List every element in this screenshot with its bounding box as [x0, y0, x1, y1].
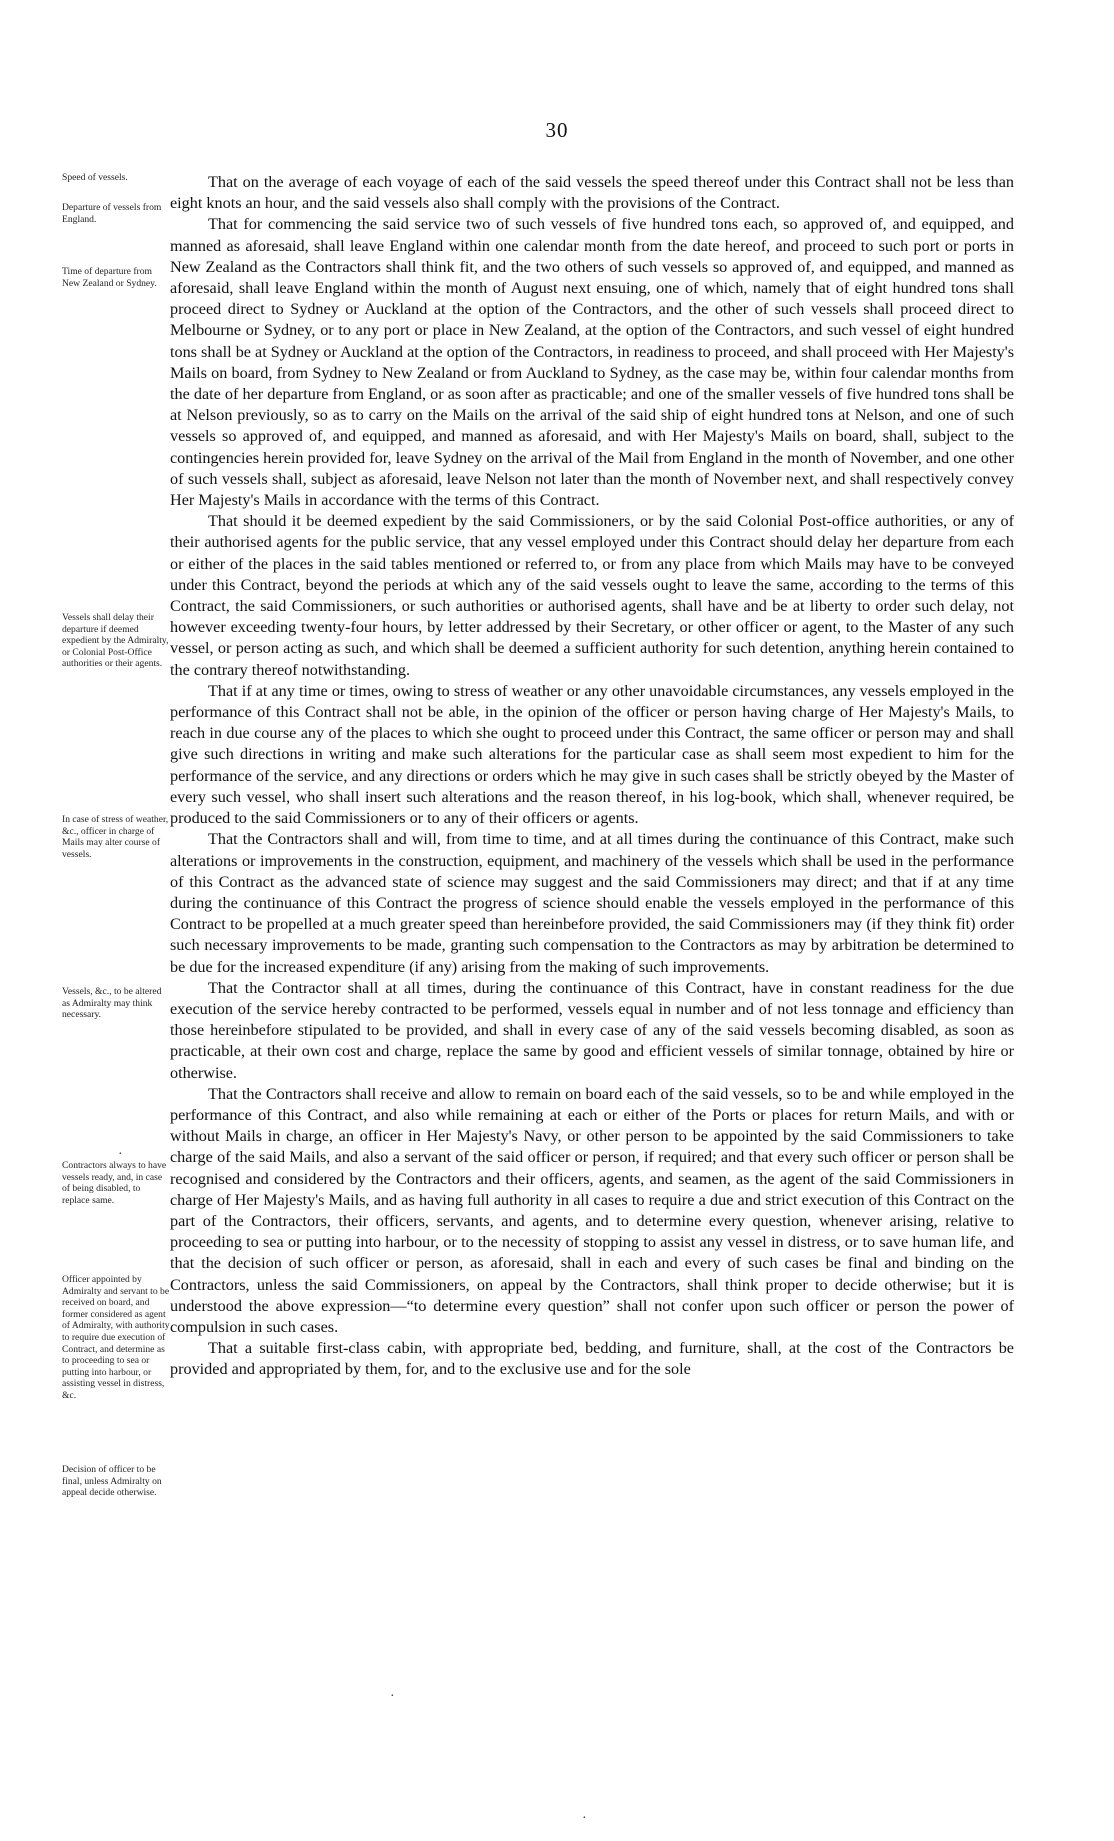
paragraph-speed: That on the average of each voyage of each of the said vessels the speed thereof under this Contract shall not be less than eight knots an hour, and the said vessels also shall comply with the provisions of the Contract. — [170, 173, 1014, 213]
marginal-note-decision-final: Decision of officer to be final, unless Admiralty on appeal decide otherwise. — [62, 1464, 162, 1499]
marginal-note-departure-nz-sydney: Time of departure from New Zealand or Sydney. — [62, 266, 157, 289]
paragraph-stress-weather: That if at any time or times, owing to stress of weather or any other unavoidable circumstances, any vessels employed in the performance of this Contract shall not be able, in the opinion of the officer or person having charge of Her Majesty's Mails, to reach in due course any of the places to which she ought to proceed under this Contract, the same officer or person may and shall give such directions in writing and make such alterations for the particular case as shall seem most expedient to him for the performance of the service, and any directions or orders which he may give in such cases shall be strictly obeyed by the Master of every such vessel, who shall insert such alterations and the reason thereof, in his log-book, which shall, whenever required, be produced to the said Commissioners or to any of their officers or agents. — [170, 681, 1014, 828]
paragraph-cabin: That a suitable first-class cabin, with appropriate bed, bedding, and furniture, shall, at the cost of the Contractors be provided and appropriated by them, for, and to the exclusive use and for the sole — [170, 1339, 1014, 1379]
marginal-note-stress-weather: In case of stress of weather, &c., officer in charge of Mails may alter course of vessels. — [62, 814, 169, 860]
paragraph-delay: That should it be deemed expedient by the said Commissioners, or by the said Colonial Post-office authorities, or any of their authorised agents for the public service, that any vessel employed under this Contract should delay her departure from each or either of the places in the said tables mentioned or referred to, or from any place from which Mails may have to be conveyed under this Contract, beyond the periods at which any of the said vessels ought to leave the same, according to the terms of this Contract, the said Commissioners, or such authorities or authorised agents, shall have and be at liberty to order such delay, not however exceeding twenty-four hours, by letter addressed by their Secretary, or other officer or agent, to the Master of any such vessel, or person acting as such, and which shall be deemed a sufficient authority for such detention, anything herein contained to the contrary thereof notwithstanding. — [170, 512, 1014, 679]
marginal-note-delay-departure: Vessels shall delay their departure if deemed expedient by the Admiralty, or Colonial Post-Office authorities or their agents. — [62, 612, 169, 670]
paragraph-alterations: That the Contractors shall and will, from time to time, and at all times during the continuance of this Contract, make such alterations or improvements in the construction, equipment, and machinery of the vessels which shall be used in the performance of this Contract as the advanced state of science may suggest and the said Commissioners may direct; and that if at any time during the continuance of this Contract the progress of science should enable the vessels employed in the performance of this Contract to be propelled at a much greater speed than hereinbefore provided, the said Commissioners may (if they think fit) order such necessary improvements to be made, granting such compensation to the Contractors as may by arbitration be determined to be due for the increased expenditure (if any) arising from the making of such improvements. — [170, 830, 1014, 976]
stray-mark: · — [582, 1811, 587, 1826]
stray-mark: · — [390, 1689, 395, 1704]
marginal-note-officer-appointed: Officer appointed by Admiralty and servant to be received on board, and former considered as agent of Admiralty, with authority to require due execution of Contract, and determine as to proceeding to sea or putting into harbour, or assisting vessel in distress, &c. — [62, 1274, 170, 1401]
marginal-note-vessels-altered: Vessels, &c., to be altered as Admiralty may think necessary. — [62, 986, 162, 1021]
page-number: 30 — [545, 118, 569, 142]
paragraph-readiness: That the Contractor shall at all times, during the continuance of this Contract, have in constant readiness for the due execution of the service hereby contracted to be performed, vessels equal in number and of not less tonnage and efficiency than those hereinbefore stipulated to be provided, and shall in every case of any of the said vessels becoming disabled, as soon as practicable, at their own cost and charge, replace the same by good and efficient vessels of similar tonnage, obtained by hire or otherwise. — [170, 978, 1014, 1082]
paragraph-officer-on-board: That the Contractors shall receive and allow to remain on board each of the said vessels, so to be and while employed in the performance of this Contract, and also while remaining at each or either of the Ports or places for return Mails, and with or without Mails in charge, an officer in Her Majesty's Navy, or other person to be appointed by the said Commissioners to take charge of the said Mails, and also a servant of the said officer or person, if required; and that every such officer or person shall be recognised and considered by the Contractors and their officers, agents, and seamen, as the agent of the said Commissioners in charge of Her Majesty's Mails, and as having full authority in all cases to require a due and strict execution of this Contract on the part of the Contractors, their officers, servants, and agents, and to determine every question, whenever arising, relative to proceeding to sea or putting into harbour, or to the necessity of stopping to assist any vessel in distress, or to save human life, and that the decision of such officer or person, as aforesaid, shall in each and every of such cases be final and binding on the Contractors, unless the said Commissioners, on appeal by the Contractors, shall think proper to decide otherwise; but it is understood the above expression—“to determine every question” shall not confer upon such officer or person the power of compulsion in such cases. — [170, 1084, 1014, 1336]
marginal-note-departure-england: Departure of vessels from England. — [62, 202, 162, 225]
marginal-note-contractors-ready: Contractors always to have vessels ready, and, in case of being disabled, to replace same. — [62, 1160, 167, 1206]
body-text — [170, 172, 1014, 1381]
marginal-note-speed: Speed of vessels. — [62, 172, 128, 183]
paragraph-commencing-service: That for commencing the said service two of such vessels of five hundred tons each, so approved of, and equipped, and manned as aforesaid, shall leave England within one calendar month from the date hereof, and proceed to such port or ports in New Zealand as the Contractors shall think fit, and the two others of such vessels so approved of, and equipped, and manned as aforesaid, shall leave England within the month of August next ensuing, one of which, namely that of eight hundred tons shall proceed direct to Sydney or Auckland at the option of the Contractors, and the other of such vessels shall proceed direct to Melbourne or Sydney, or to any port or place in New Zealand, at the option of the Contractors, and such vessel of eight hundred tons shall be at Sydney or Auckland at the option of the Contractors, in readiness to proceed, and shall proceed with Her Majesty's Mails on board, from Sydney to New Zealand or from Auckland to Sydney, as the case may be, within four calendar months from the date of her departure from England, or as soon after as practicable; and one of the smaller vessels of five hundred tons shall be at Nelson previously, so as to carry on the Mails on the arrival of the said ship of eight hundred tons at Nelson, and one of such vessels so approved of, and equipped, and manned as aforesaid, and with Her Majesty's Mails on board, shall, subject to the contingencies herein provided for, leave Sydney on the arrival of the Mail from England in the month of November, and one other of such vessels shall, subject as aforesaid, leave Nelson not later than the month of November next, and shall respectively convey Her Majesty's Mails in accordance with the terms of this Contract. — [170, 215, 1014, 510]
stray-mark: · — [118, 1147, 123, 1162]
